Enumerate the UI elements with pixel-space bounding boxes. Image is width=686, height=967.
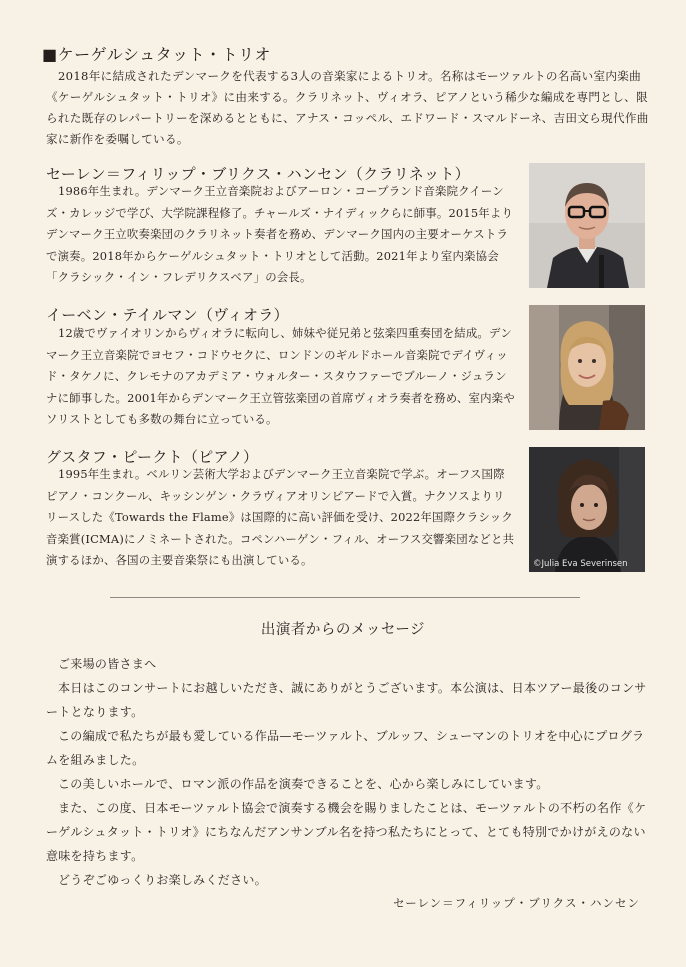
performer-name-clarinet: セーレン＝フィリップ・ブリクス・ハンセン（クラリネット） [46,165,470,183]
message-paragraph: どうぞごゆっくりお楽しみください。 [58,873,267,887]
violist-photo [529,305,645,430]
message-paragraph: この美しいホールで、ロマン派の作品を演奏できることを、心から楽しみにしています。 [58,777,549,791]
clarinetist-photo [529,163,645,288]
message-title: 出演者からのメッセージ [260,622,426,638]
performer-bio-piano: 1995年生まれ。ベルリン芸術大学およびデンマーク王立音楽院で学ぶ。オーフス国際ピアノ・コンクール、キッシンゲン・クラヴィアオリンピアードで入賞。ナクソスよりリリースした《Towards the Flame》は国際的に高い評価を受け、2022年国際クラシック音楽賞(ICMA)にノミネートされた。コペンハーゲン・フィル、オーフス交響楽団などと共演するほか、各国の主要音楽祭にも出演している。 [46,467,515,567]
photo-credit: ©Julia Eva Severinsen [533,559,628,569]
pianist-photo [529,447,645,572]
message-paragraph: この編成で私たちが最も愛している作品—モーツァルト、ブルッフ、シューマンのトリオを中心にプログラムを組みました。 [46,729,645,767]
performer-name-viola: イーベン・テイルマン（ヴィオラ） [46,306,289,324]
trio-heading: ■ケーゲルシュタット・トリオ [42,45,271,64]
performer-bio-clarinet: 1986年生まれ。デンマーク王立音楽院およびアーロン・コープランド音楽院クイーンズ・カレッジで学び、大学院課程修了。チャールズ・ナイディックらに師事。2015年よりデンマーク王立吹奏楽団のクラリネット奏者を務め、デンマーク国内の主要オーケストラで演奏。2018年からケーゲルシュタット・トリオとして活動。2021年より室内楽協会「クラシック・イン・フレデリクスベア」の会長。 [46,184,514,284]
message-paragraph: また、この度、日本モーツァルト協会で演奏する機会を賜りましたことは、モーツァルトの不朽の名作《ケーゲルシュタット・トリオ》にちなんだアンサンブル名を持つ私たちにとって、とても特別でかけがえのない意味を持ちます。 [46,801,647,863]
trio-description: 2018年に結成されたデンマークを代表する3人の音楽家によるトリオ。名称はモーツァルトの名高い室内楽曲《ケーゲルシュタット・トリオ》に由来する。クラリネット、ヴィオラ、ピアノという稀少な編成を専門とし、限られた既存のレパートリーを深めるとともに、アナス・コッペル、エドワード・スマルドーネ、吉田文ら現代作曲家に新作を委嘱している。 [46,69,649,146]
message-greeting: ご来場の皆さまへ [58,657,157,671]
section-divider [110,597,580,598]
message-signature: セーレン＝フィリップ・ブリクス・ハンセン [393,896,640,910]
performer-bio-viola: 12歳でヴァイオリンからヴィオラに転向し、姉妹や従兄弟と弦楽四重奏団を結成。デンマーク王立音楽院でヨセフ・コドウセクに、ロンドンのギルドホール音楽院でデイヴィッド・タケノに、クレモナのアカデミア・ウォルター・スタウファーでブルーノ・ジュランナに師事した。2001年からデンマーク王立管弦楽団の首席ヴィオラ奏者を務め、室内楽やソリストとしても多数の舞台に立っている。 [46,326,515,426]
message-paragraph: 本日はこのコンサートにお越しいただき、誠にありがとうございます。本公演は、日本ツアー最後のコンサートとなります。 [46,681,647,719]
performer-name-piano: グスタフ・ピークト（ピアノ） [46,448,259,466]
